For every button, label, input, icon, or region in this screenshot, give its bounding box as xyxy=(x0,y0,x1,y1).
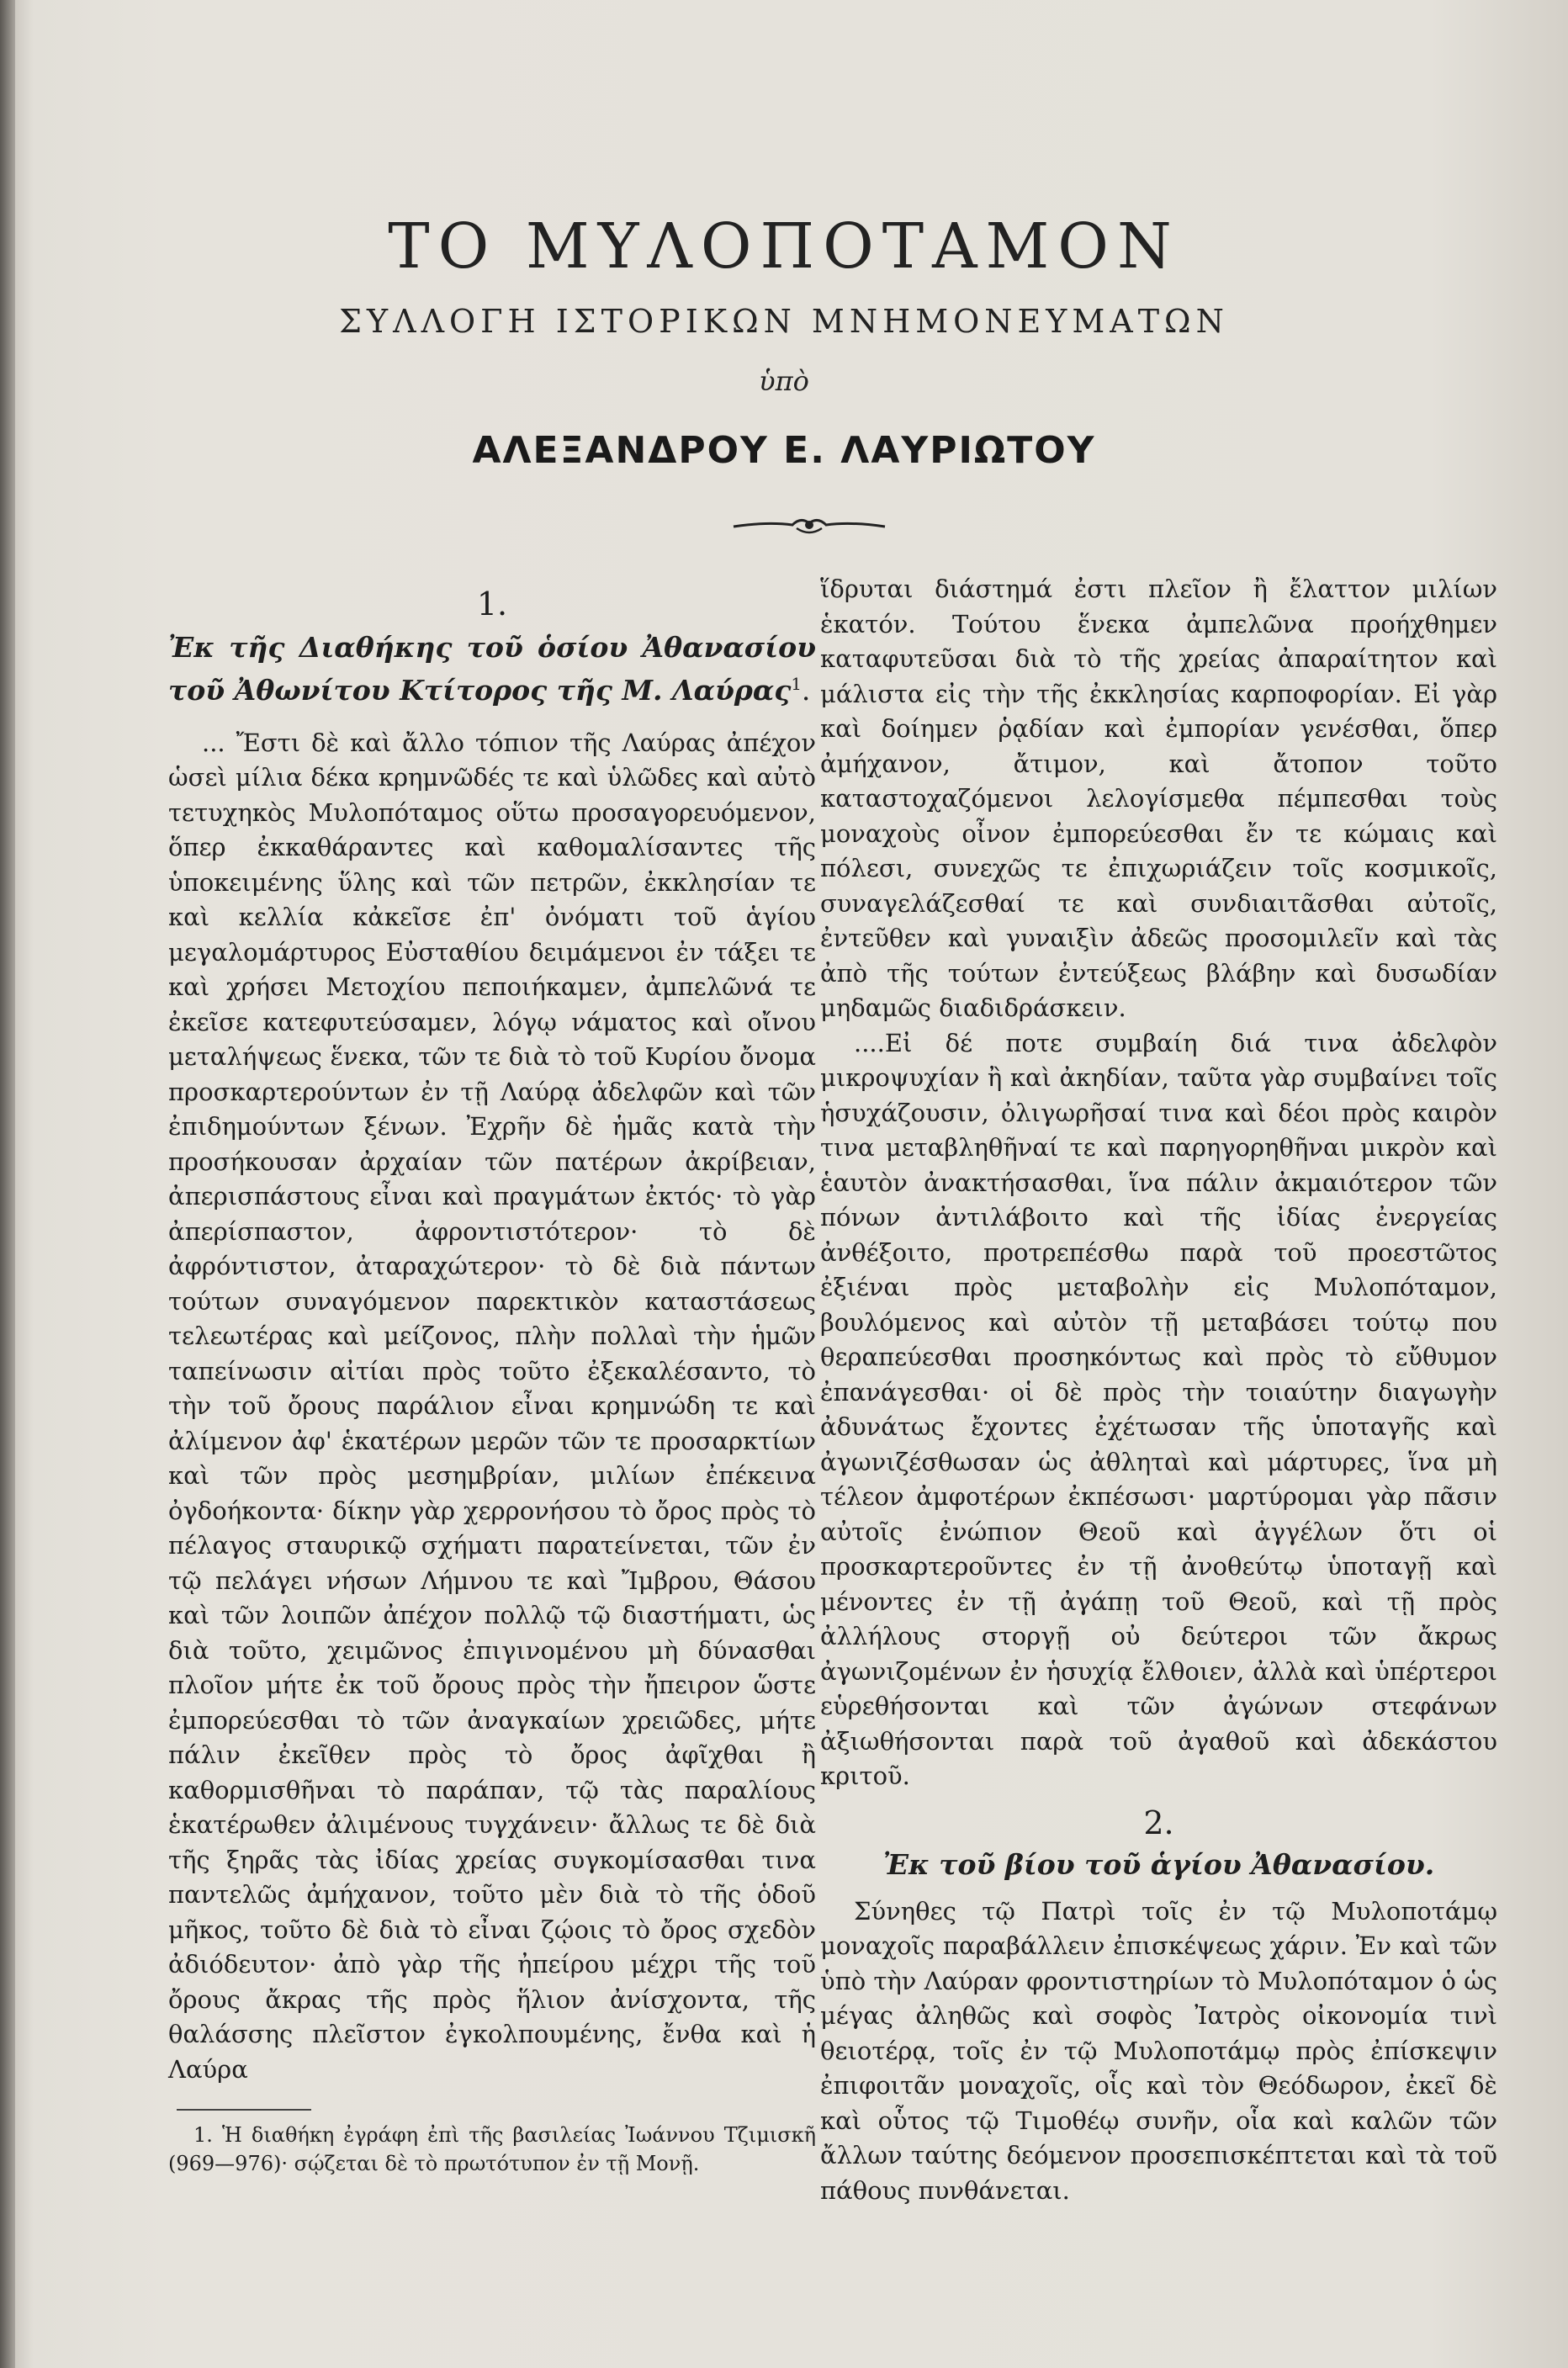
footnote-mark: 1. xyxy=(193,2123,213,2147)
book-spine-shadow xyxy=(0,0,15,2368)
author-name: ΑΛΕΞΑΝΔΡΟΥ Ε. ΛΑΥΡΙΩΤΟΥ xyxy=(472,429,1096,472)
section-1-number: 1. xyxy=(476,585,508,622)
section-2-source xyxy=(820,1847,1497,1883)
section-2-source-text: Ἐκ τοῦ βίου τοῦ ἁγίου Ἀθανασίου. xyxy=(882,1848,1435,1881)
page-title: ΤΟ ΜΥΛΟΠΟΤΑΜΟΝ xyxy=(388,210,1180,283)
right-column xyxy=(820,572,1497,2208)
footnote-text: Ἡ διαθήκη ἐγράφη ἐπὶ τῆς βασιλείας Ἰωάννου Τζιμισκῆ (969—976)· σῴζεται δὲ τὸ πρωτότυπον ἐν τῇ Μονῇ. xyxy=(168,2123,816,2175)
section-1-source-text: Ἐκ τῆς Διαθήκης τοῦ ὁσίου Ἀθανασίου τοῦ Ἀθωνίτου Κτίτορος τῆς Μ. Λαύρας xyxy=(168,630,816,707)
section-1-source: Ἐκ τῆς Διαθήκης τοῦ ὁσίου Ἀθανασίου τοῦ Ἀθωνίτου Κτίτορος τῆς Μ. Λαύρας$^1$. xyxy=(168,630,816,707)
section-2-text: Σύνηθες τῷ Πατρὶ τοῖς ἐν τῷ Μυλοποτάμῳ μοναχοῖς παραβάλλειν ἐπισκέψεως χάριν. Ἐν καὶ τῶν ὑπὸ τὴν Λαύραν φροντιστηρίων τὸ Μυλοπόταμον ὁ ὡς μέγας ἀληθῶς καὶ σοφὸς Ἰατρὸς οἰκονομία τινὶ θειοτέρᾳ, τοῖς ἐν τῷ Μυλοποτάμῳ πρὸς ἐπίσκεψιν ἐπιφοιτᾶν μοναχοῖς, οἷς καὶ τὸν Θεόδωρον, ἐκεῖ δὲ καὶ οὗτος τῷ Τιμοθέῳ συνῆν, οἷα καὶ καλῶν τῶν ἄλλων ταύτης δεόμενον προσεπισκέπτεται καὶ τὰ τοῦ πάθους πυνθάνεται. xyxy=(820,1896,1498,2205)
section-2-number: 2. xyxy=(1143,1804,1174,1841)
section-1-text-left: ... Ἔστι δὲ καὶ ἄλλο τόπιον τῆς Λαύρας ἀπέχον ὡσεὶ μίλια δέκα κρημνῶδές τε καὶ ὑλῶδες καὶ αὐτὸ τετυχηκὸς Μυλοπόταμος οὕτω προσαγορευόμενον, ὅπερ ἐκκαθάραντες καὶ καθομαλίσαντες τῆς ὑποκειμένης ὕλης καὶ τῶν πετρῶν, ἐκκλησίαν τε καὶ κελλία κἀκεῖσε ἐπ' ὀνόματι τοῦ ἁγίου μεγαλομάρτυρος Εὐσταθίου δειμάμενοι ἐν τάξει τε καὶ χρήσει Μετοχίου πεποιήκαμεν, ἀμπελῶνά τε ἐκεῖσε κατεφυτεύσαμεν, λόγῳ νάματος καὶ οἴνου μεταλήψεως ἕνεκα, τῶν τε διὰ τὸ τοῦ Κυρίου ὄνομα προσκαρτερούντων ἐν τῇ Λαύρᾳ ἀδελφῶν καὶ τῶν ἐπιδημούντων ξένων. Ἐχρῆν δὲ ἡμᾶς κατὰ τὴν προσήκουσαν ἀρχαίαν τῶν πατέρων ἀκρίβειαν, ἀπερισπάστους εἶναι καὶ πραγμάτων ἐκτός· τὸ γὰρ ἀπερίσπαστον, ἀφροντιστότερον· τὸ δὲ ἀφρόντιστον, ἀταραχώτερον· τὸ δὲ διὰ πάντων τούτων συναγόμενον παρεκτικὸν καταστάσεως τελεωτέρας καὶ μείζονος, πλὴν πολλαὶ τὴν ἡμῶν ταπείνωσιν αἰτίαι πρὸς τοῦτο ἐξεκαλέσαντο, τὸ τὴν τοῦ ὄρους παράλιον εἶναι κρημνώδη τε καὶ ἀλίμενον ἀφ' ἑκατέρων μερῶν τῶν τε προσαρκτίων καὶ τῶν πρὸς μεσημβρίαν, μιλίων ἐπέκεινα ὀγδοήκοντα· δίκην γὰρ χερρονήσου τὸ ὄρος πρὸς τὸ πέλαγος σταυρικῷ σχήματι παρατείνεται, τῶν ἐν τῷ πελάγει νήσων Λήμνου τε καὶ Ἴμβρου, Θάσου καὶ τῶν λοιπῶν ἀπέχον πολλῷ τῷ διαστήματι, ὡς διὰ τοῦτο, χειμῶνος ἐπιγινομένου μὴ δύνασθαι πλοῖον μήτε ἐκ τοῦ ὄρους πρὸς τὴν ἤπειρον ὥστε ἐμπορεύεσθαι τὸ τῶν ἀναγκαίων χρειῶδες, μήτε πάλιν ἐκεῖθεν πρὸς τὸ ὄρος ἀφῖχθαι ἢ καθορμισθῆναι τὸ παράπαν, τῷ τὰς παραλίους ἑκατέρωθεν ἀλιμένους τυγχάνειν· ἄλλως τε δὲ διὰ τῆς ξηρᾶς τὰς ἰδίας χρείας συγκομίσασθαι τινα παντελῶς ἀμήχανον, τοῦτο μὲν διὰ τὸ τῆς ὁδοῦ μῆκος, τοῦτο δὲ διὰ τὸ εἶναι ζῴοις τὸ ὄρος σχεδὸν ἀδιόδευτον· ἀπὸ γὰρ τῆς ἠπείρου μέχρι τῆς τοῦ ὄρους ἄκρας τῆς πρὸς ἥλιον ἀνίσχοντα, τῆς θαλάσσης πλεῖστον ἐγκολπουμένης, ἔνθα καὶ ἡ Λαύρα xyxy=(168,728,816,2084)
byline-preposition: ὑπὸ xyxy=(759,365,809,397)
footnote xyxy=(168,2121,816,2178)
page-subtitle: ΣΥΛΛΟΓΗ ΙΣΤΟΡΙΚΩΝ ΜΝΗΜΟΝΕΥΜΑΤΩΝ xyxy=(339,303,1229,340)
ornament-divider-icon xyxy=(725,510,893,540)
footnote-rule xyxy=(177,2109,311,2111)
section-1-text-right-2: ....Εἰ δέ ποτε συμβαίη διά τινα ἀδελφὸν μικροψυχίαν ἢ καὶ ἀκηδίαν, ταῦτα γὰρ συμβαίνει τοῖς ἡσυχάζουσιν, ὀλιγωρῆσαί τινα καὶ δέοι πρὸς καιρὸν τινα μεταβληθῆναί τε καὶ παρηγορηθῆναι μικρὸν καὶ ἑαυτὸν ἀνακτήσασθαι, ἵνα πάλιν ἀκμαιότερον τῶν πόνων ἀντιλάβοιτο καὶ τῆς ἰδίας ἐνεργείας ἀνθέξοιτο, προτρεπέσθω παρὰ τοῦ προεστῶτος ἐξιέναι πρὸς μεταβολὴν εἰς Μυλοπόταμον, βουλόμενος καὶ αὐτὸν τῇ μεταβάσει τούτῳ που θεραπεύεσθαι προσηκόντως καὶ πρὸς τὸ εὔθυμον ἐπανάγεσθαι· οἱ δὲ πρὸς τὴν τοιαύτην διαγωγὴν ἀδυνάτως ἔχοντες ἐχέτωσαν τῆς ὑποταγῆς καὶ ἀγωνιζέσθωσαν ὡς ἀθληταὶ καὶ μάρτυρες, ἵνα μὴ τέλεον ἀμφοτέρων ἐκπέσωσι· μαρτύρομαι γὰρ πᾶσιν αὐτοῖς ἐνώπιον Θεοῦ καὶ ἀγγέλων ὅτι οἱ προσκαρτεροῦντες ἐν τῇ ἀνοθεύτῳ ὑποταγῇ καὶ μένοντες ἐν τῇ ἀγάπῃ τοῦ Θεοῦ, καὶ τῇ πρὸς ἀλλήλους στοργῇ οὐ δεύτεροι τῶν ἄκρως ἀγωνιζομένων ἐν ἡσυχίᾳ ἔλθοιεν, ἀλλὰ καὶ ὑπέρτεροι εὑρεθήσονται καὶ τῶν ἀγώνων στεφάνων ἀξιωθήσονται παρὰ τοῦ ἀγαθοῦ καὶ ἀδεκάστου κριτοῦ. xyxy=(820,1028,1497,1790)
footnote-marker: 1 xyxy=(791,674,802,694)
left-column xyxy=(168,572,816,2178)
section-1-text-right-1: ἵδρυται διάστημά ἐστι πλεῖον ἢ ἔλαττον μιλίων ἑκατόν. Τούτου ἕνεκα ἀμπελῶνα προήχθημεν καταφυτεῦσαι διὰ τὸ τῆς χρείας ἀπαραίτητον καὶ μάλιστα εἰς τὴν τῆς ἐκκλησίας καρποφορίαν. Εἰ γὰρ καὶ δοίημεν ῥᾳδίαν καὶ ἐμπορίαν γενέσθαι, ὅπερ ἀμήχανον, ἄτιμον, καὶ ἄτοπον τοῦτο καταστοχαζόμενοι λελογίσμεθα πέμπεσθαι τοὺς μοναχοὺς οἶνον ἐμπορεύεσθαι ἔν τε κώμαις καὶ πόλεσι, συνεχῶς τε ἐπιχωριάζειν τοῖς κοσμικοῖς, συναγελάζεσθαί τε καὶ συνδιαιτᾶσθαι αὐτοῖς, ἐντεῦθεν καὶ γυναιξὶν ἀδεῶς προσομιλεῖν καὶ τὰς ἀπὸ τῆς τούτων ἐντεύξεως βλάβην καὶ δυσωδίαν μηδαμῶς διαδιδράσκειν. xyxy=(820,575,1497,1022)
